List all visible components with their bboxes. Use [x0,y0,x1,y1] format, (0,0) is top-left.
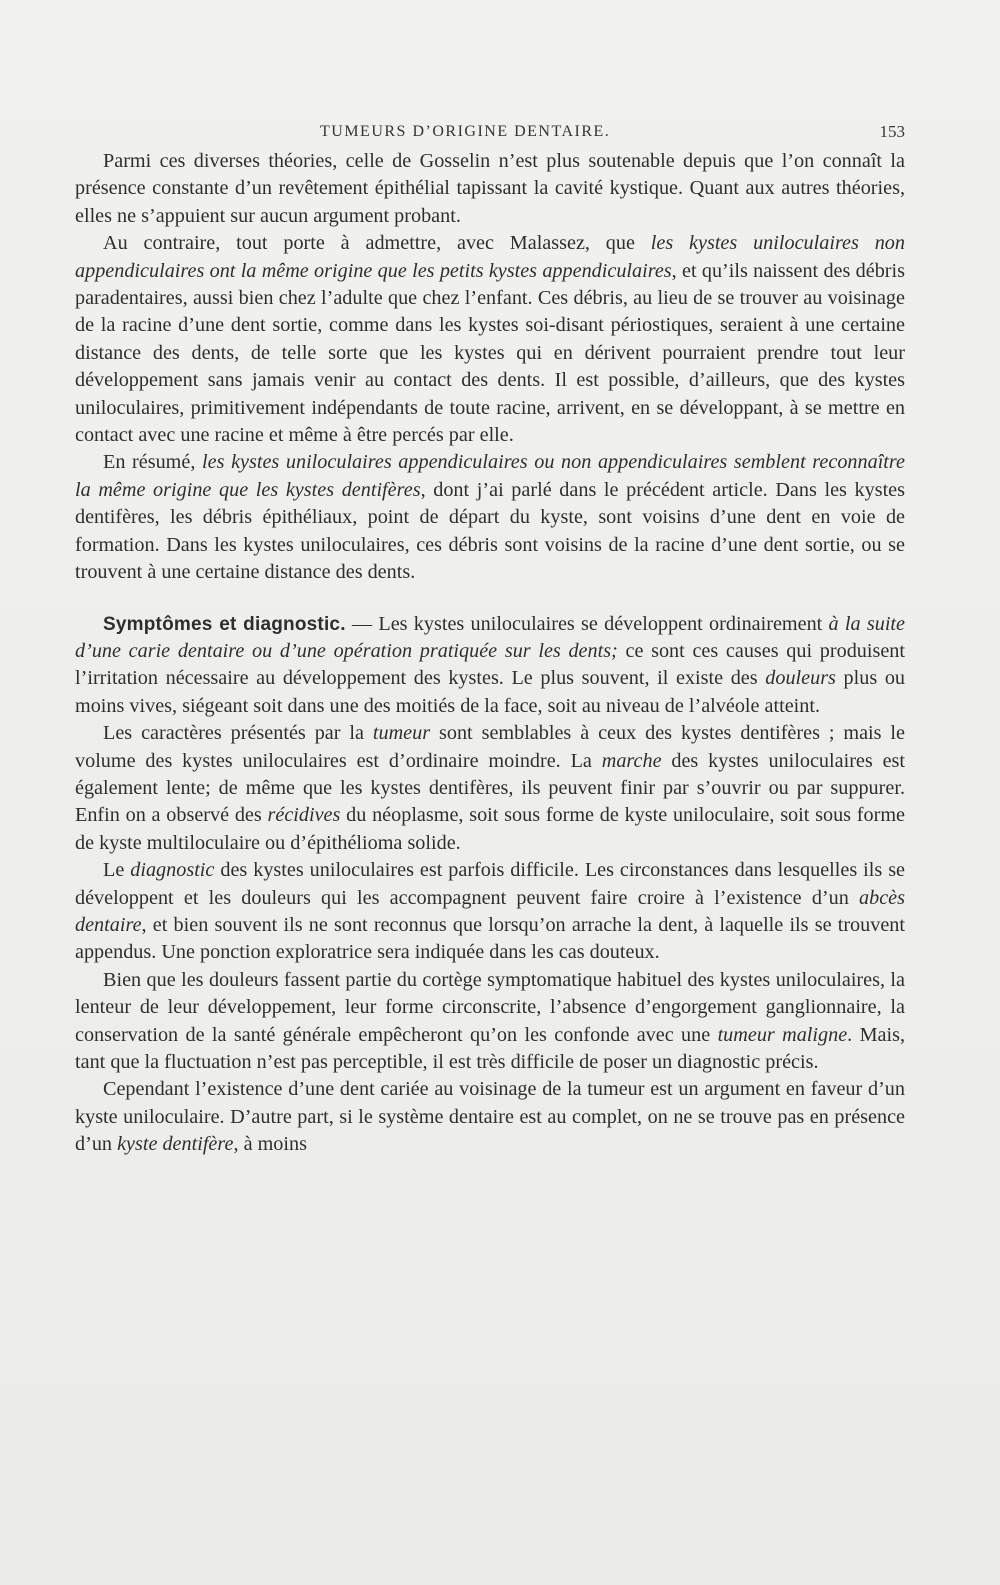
paragraph [75,1076,905,1158]
paragraph [75,230,905,449]
text-run: , dont j’ai parlé dans le précédent article. Dans les kystes dentifères, les débris épithéliaux, point de départ du kyste, sont voisins d’une dent en voie de formation. Dans les kystes uniloculaires, ces débris sont voisins de la racine d’une dent sortie, ou se trouvent à une certaine distance des dents. [75,478,905,584]
page-number: 153 [879,122,905,141]
section-title: Symptômes et diagnostic. [103,613,346,635]
italic-text: abcès dentaire [75,886,905,936]
body-text [75,148,905,1159]
paragraph [75,720,905,857]
text-run: Les caractères présentés par la [103,722,373,745]
running-title: TUMEURS D’ORIGINE DENTAIRE. [320,123,611,140]
paragraph [75,148,905,230]
italic-text: les kystes uniloculaires non appendiculaires ont la même origine que les petits kystes appendiculaires [75,232,905,282]
section-paragraph [75,611,905,721]
text-run: du néoplasme, soit sous forme de kyste uniloculaire, soit sous forme de kyste multiloculaire ou d’épithélioma solide. [75,804,905,854]
text-run: ce sont ces causes qui produisent l’irritation nécessaire au développement des kystes. Le plus souvent, il existe des [75,639,906,690]
running-head [75,112,905,148]
text-run: plus ou moins vives, siégeant soit dans une des moitiés de la face, soit au niveau de l’alvéole atteint. [75,667,906,717]
page-text [75,112,905,1159]
paragraph [75,967,905,1077]
paragraph [75,449,905,586]
text-run: , à moins [233,1133,307,1156]
italic-text: à la suite d’une carie dentaire ou d’une opération pratiquée sur les dents; [75,612,905,662]
text-run: des kystes uniloculaires est également lente; de même que les kystes dentifères, ils peuvent finir par s’ouvrir ou par suppurer. Enfin on a observé des [75,749,906,827]
italic-text: récidives [267,804,341,827]
text-run: . Mais, tant que la fluctuation n’est pas perceptible, il est très difficile de poser un diagnostic précis. [75,1023,905,1073]
italic-text: les kystes uniloculaires appendiculaires ou non appendiculaires semblent reconnaître la même origine que les kystes dentifères [75,451,905,501]
text-run: des kystes uniloculaires est parfois difficile. Les circonstances dans lesquelles ils se développent et les douleurs qui les accompagnent peuvent faire croire à l’existence d’un [75,859,906,909]
text-run: Le [103,859,131,882]
italic-text: douleurs [765,667,836,690]
text-run: — Les kystes uniloculaires se développent ordinairement [345,612,829,635]
text-run: Parmi ces diverses théories, celle de Gosselin n’est plus soutenable depuis que l’on connaît la présence constante d’un revêtement épithélial tapissant la cavité kystique. Quant aux autres théories, elles ne s’appuient sur aucun argument probant. [75,150,905,227]
text-run: Cependant l’existence d’une dent cariée au voisinage de la tumeur est un argument en faveur d’un kyste uniloculaire. D’autre part, si le système dentaire est au complet, on ne se trouve pas en présence d’un [75,1078,905,1156]
italic-text: tumeur [372,722,431,745]
italic-text: tumeur maligne [717,1023,848,1046]
italic-text: marche [601,749,662,772]
text-run: En résumé, [103,451,203,474]
text-run: sont semblables à ceux des kystes dentifères ; mais le volume des kystes uniloculaires est d’ordinaire moindre. La [75,722,905,772]
italic-text: diagnostic [130,859,215,882]
text-run: Bien que les douleurs fassent partie du cortège symptomatique habituel des kystes uniloculaires, la lenteur de leur développement, leur forme circonscrite, l’absence d’engorgement ganglionnaire, la conservation de la santé générale empêcheront qu’on les confonde avec une [75,968,905,1046]
text-run: , et bien souvent ils ne sont reconnus que lorsqu’on arrache la dent, à laquelle ils se trouvent appendus. Une ponction exploratrice sera indiquée dans les cas douteux. [75,913,905,964]
paragraph [75,857,905,967]
text-run: Au contraire, tout porte à admettre, avec Malassez, que [103,232,651,255]
italic-text: kyste dentifère [117,1133,234,1156]
text-run: , et qu’ils naissent des débris paradentaires, aussi bien chez l’adulte que chez l’enfant. Ces débris, au lieu de se trouver au voisinage de la racine d’une dent sortie, comme dans les kystes soi-disant périostiques, seraient à une certaine distance des dents, de telle sorte que les kystes qui en dérivent pourraient prendre tout leur développement sans jamais venir au contact des dents. Il est possible, d’ailleurs, que des kystes uniloculaires, primitivement indépendants de toute racine, arrivent, en se développant, à se mettre en contact avec une racine et même à être percés par elle. [75,259,905,447]
